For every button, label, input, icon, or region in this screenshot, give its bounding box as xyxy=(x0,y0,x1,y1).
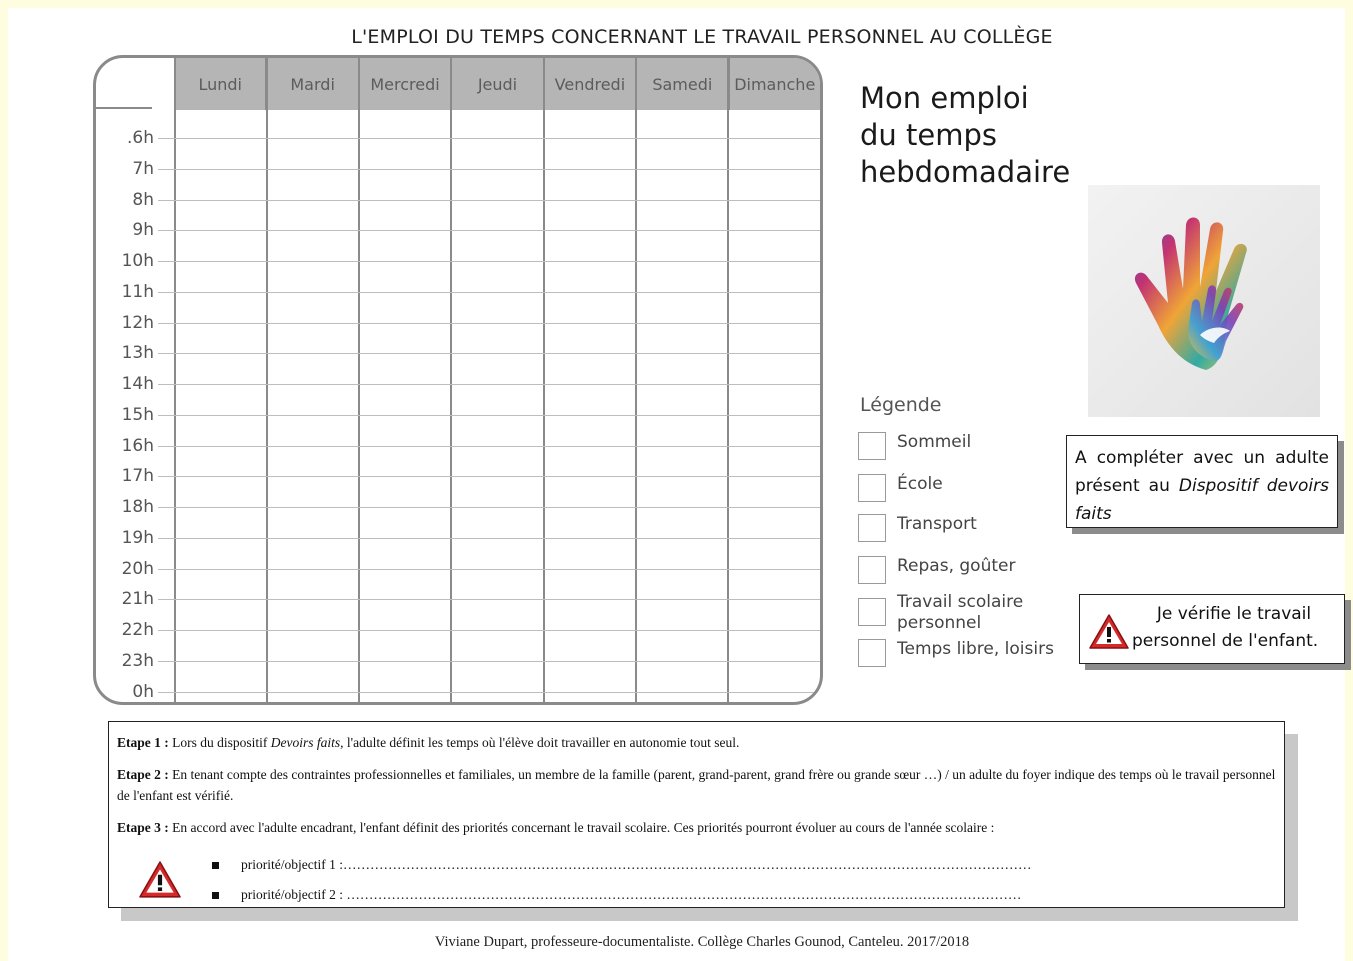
page-title: L'EMPLOI DU TEMPS CONCERNANT LE TRAVAIL PERSONNEL AU COLLÈGE xyxy=(351,26,1053,48)
day-column-divider xyxy=(543,58,545,702)
legend-color-box[interactable] xyxy=(858,432,886,460)
step-2-text: En tenant compte des contraintes professionnelles et familiales, un membre de la famille (parent, grand-parent, grand frère ou grande sœur …) / un adulte du foyer indique des temps où le travail personnel de l'enfant est vérifié. xyxy=(117,767,1276,803)
hour-label: 23h xyxy=(121,650,154,671)
hour-label: 0h xyxy=(132,681,154,702)
hour-label: 10h xyxy=(121,251,154,271)
note-text: A compléter avec un adulte présent au xyxy=(1075,448,1329,496)
legend-item xyxy=(858,474,943,502)
day-header-samedi: Samedi xyxy=(637,58,729,110)
legend-label: Transport xyxy=(897,514,977,534)
day-column-divider xyxy=(174,58,176,702)
hour-row-line xyxy=(158,507,820,508)
step-1-em: Devoirs faits xyxy=(270,735,341,750)
warning-box xyxy=(1079,594,1345,664)
hour-label: 12h xyxy=(121,312,154,333)
priority-1-row xyxy=(212,857,1031,873)
hour-row-line xyxy=(158,138,820,139)
hour-row-line xyxy=(158,415,820,416)
priority-2-row xyxy=(212,887,1021,903)
hour-label: 11h xyxy=(121,281,154,302)
legend-item xyxy=(858,556,1015,584)
corner-divider xyxy=(96,107,152,109)
warning-triangle-icon xyxy=(1088,613,1130,651)
day-column-divider xyxy=(358,58,360,702)
legend-color-box[interactable] xyxy=(858,474,886,502)
days-header xyxy=(175,58,820,110)
step-1 xyxy=(117,732,1276,753)
step-1-label: Etape 1 : xyxy=(117,735,169,750)
bullet-square-icon xyxy=(212,862,219,869)
hour-row-line xyxy=(158,630,820,631)
day-header-mardi: Mardi xyxy=(267,58,359,110)
hour-label: 9h xyxy=(132,220,154,241)
legend-item xyxy=(858,639,1054,667)
step-2-label: Etape 2 : xyxy=(117,767,169,782)
legend-label: Repas, goûter xyxy=(897,556,1016,576)
hour-label: 18h xyxy=(121,497,154,517)
hour-label: 8h xyxy=(132,189,154,210)
heading-line-1: Mon emploi xyxy=(860,81,1029,115)
page xyxy=(8,8,1345,961)
day-header-jeudi: Jeudi xyxy=(452,58,544,110)
hour-row-line xyxy=(158,599,820,600)
note-dispositif: Dispositif devoirs faits xyxy=(1075,476,1329,524)
legend-item xyxy=(858,432,971,460)
legend-label: Sommeil xyxy=(897,432,972,452)
hour-row-line xyxy=(158,569,820,570)
hour-row-line xyxy=(158,200,820,201)
legend-title: Légende xyxy=(860,394,942,416)
legend-label: École xyxy=(897,474,943,494)
warning-line-2: personnel de l'enfant. xyxy=(1132,631,1319,651)
hour-label: 21h xyxy=(121,589,154,610)
step-3 xyxy=(117,817,1276,838)
hour-label: 7h xyxy=(132,158,154,179)
step-2 xyxy=(117,764,1276,806)
hour-row-line xyxy=(158,446,820,447)
warning-triangle-icon xyxy=(137,860,183,900)
step-1-post: , l'adulte définit les temps où l'élève doit travailler en autonomie tout seul. xyxy=(340,735,740,750)
legend-label: Travail scolaire personnel xyxy=(897,592,1024,633)
steps-box xyxy=(108,721,1285,908)
hour-label: .6h xyxy=(127,128,154,148)
schedule-grid xyxy=(93,55,823,705)
hour-row-line xyxy=(158,692,820,693)
day-column-divider xyxy=(727,58,729,702)
note-box xyxy=(1066,435,1338,528)
bullet-square-icon xyxy=(212,892,219,899)
priority-1-text: priorité/objectif 1 :……………………………………………………………………………………………………………………………………… xyxy=(241,857,1032,872)
hour-label: 16h xyxy=(121,435,154,456)
legend-color-box[interactable] xyxy=(858,639,886,667)
hour-row-line xyxy=(158,261,820,262)
hour-label: 15h xyxy=(121,404,154,425)
day-column-divider xyxy=(266,58,268,702)
legend-color-box[interactable] xyxy=(858,514,886,542)
step-3-text: En accord avec l'adulte encadrant, l'enfant définit des priorités concernant le travail scolaire. Ces priorités pourront évoluer au cours de l'année scolaire : xyxy=(168,820,995,835)
priority-2-text: priorité/objectif 2 : …………………………………………………………………………………………………………………………………… xyxy=(241,887,1022,902)
hour-row-line xyxy=(158,353,820,354)
hour-row-line xyxy=(158,323,820,324)
day-header-lundi: Lundi xyxy=(175,58,267,110)
hands-logo-icon xyxy=(1088,185,1320,417)
hour-row-line xyxy=(158,384,820,385)
hour-row-line xyxy=(158,292,820,293)
hour-label: 20h xyxy=(121,558,154,579)
hour-row-line xyxy=(158,538,820,539)
legend-color-box[interactable] xyxy=(858,556,886,584)
day-header-dimanche: Dimanche xyxy=(734,74,816,94)
footer-credit: Viviane Dupart, professeure-documentaliste. Collège Charles Gounod, Canteleu. 2017/2018 xyxy=(434,934,970,950)
legend-color-box[interactable] xyxy=(858,598,886,626)
day-column-divider xyxy=(635,58,637,702)
legend-label: Temps libre, loisirs xyxy=(897,639,1054,659)
hands-logo-image xyxy=(1088,185,1320,417)
heading-line-2: du temps xyxy=(860,118,997,152)
day-header-mercredi: Mercredi xyxy=(360,58,452,110)
heading-line-3: hebdomadaire xyxy=(860,155,1071,189)
step-3-label: Etape 3 : xyxy=(117,820,169,835)
hour-label: 19h xyxy=(121,527,154,548)
day-column-divider xyxy=(450,58,452,702)
hour-label: 22h xyxy=(121,620,154,640)
warning-line-1: Je vérifie le travail xyxy=(1156,604,1312,624)
schedule-heading xyxy=(860,80,1070,191)
legend-item xyxy=(858,592,1047,634)
legend-item xyxy=(858,514,977,542)
hour-label: 17h xyxy=(121,466,154,487)
day-header-vendredi: Vendredi xyxy=(545,58,637,110)
hour-row-line xyxy=(158,476,820,477)
hour-row-line xyxy=(158,169,820,170)
hour-label: 13h xyxy=(121,343,154,364)
hour-label: 14h xyxy=(121,374,154,394)
step-1-pre: Lors du dispositif xyxy=(168,735,271,750)
hour-row-line xyxy=(158,230,820,231)
hour-row-line xyxy=(158,661,820,662)
